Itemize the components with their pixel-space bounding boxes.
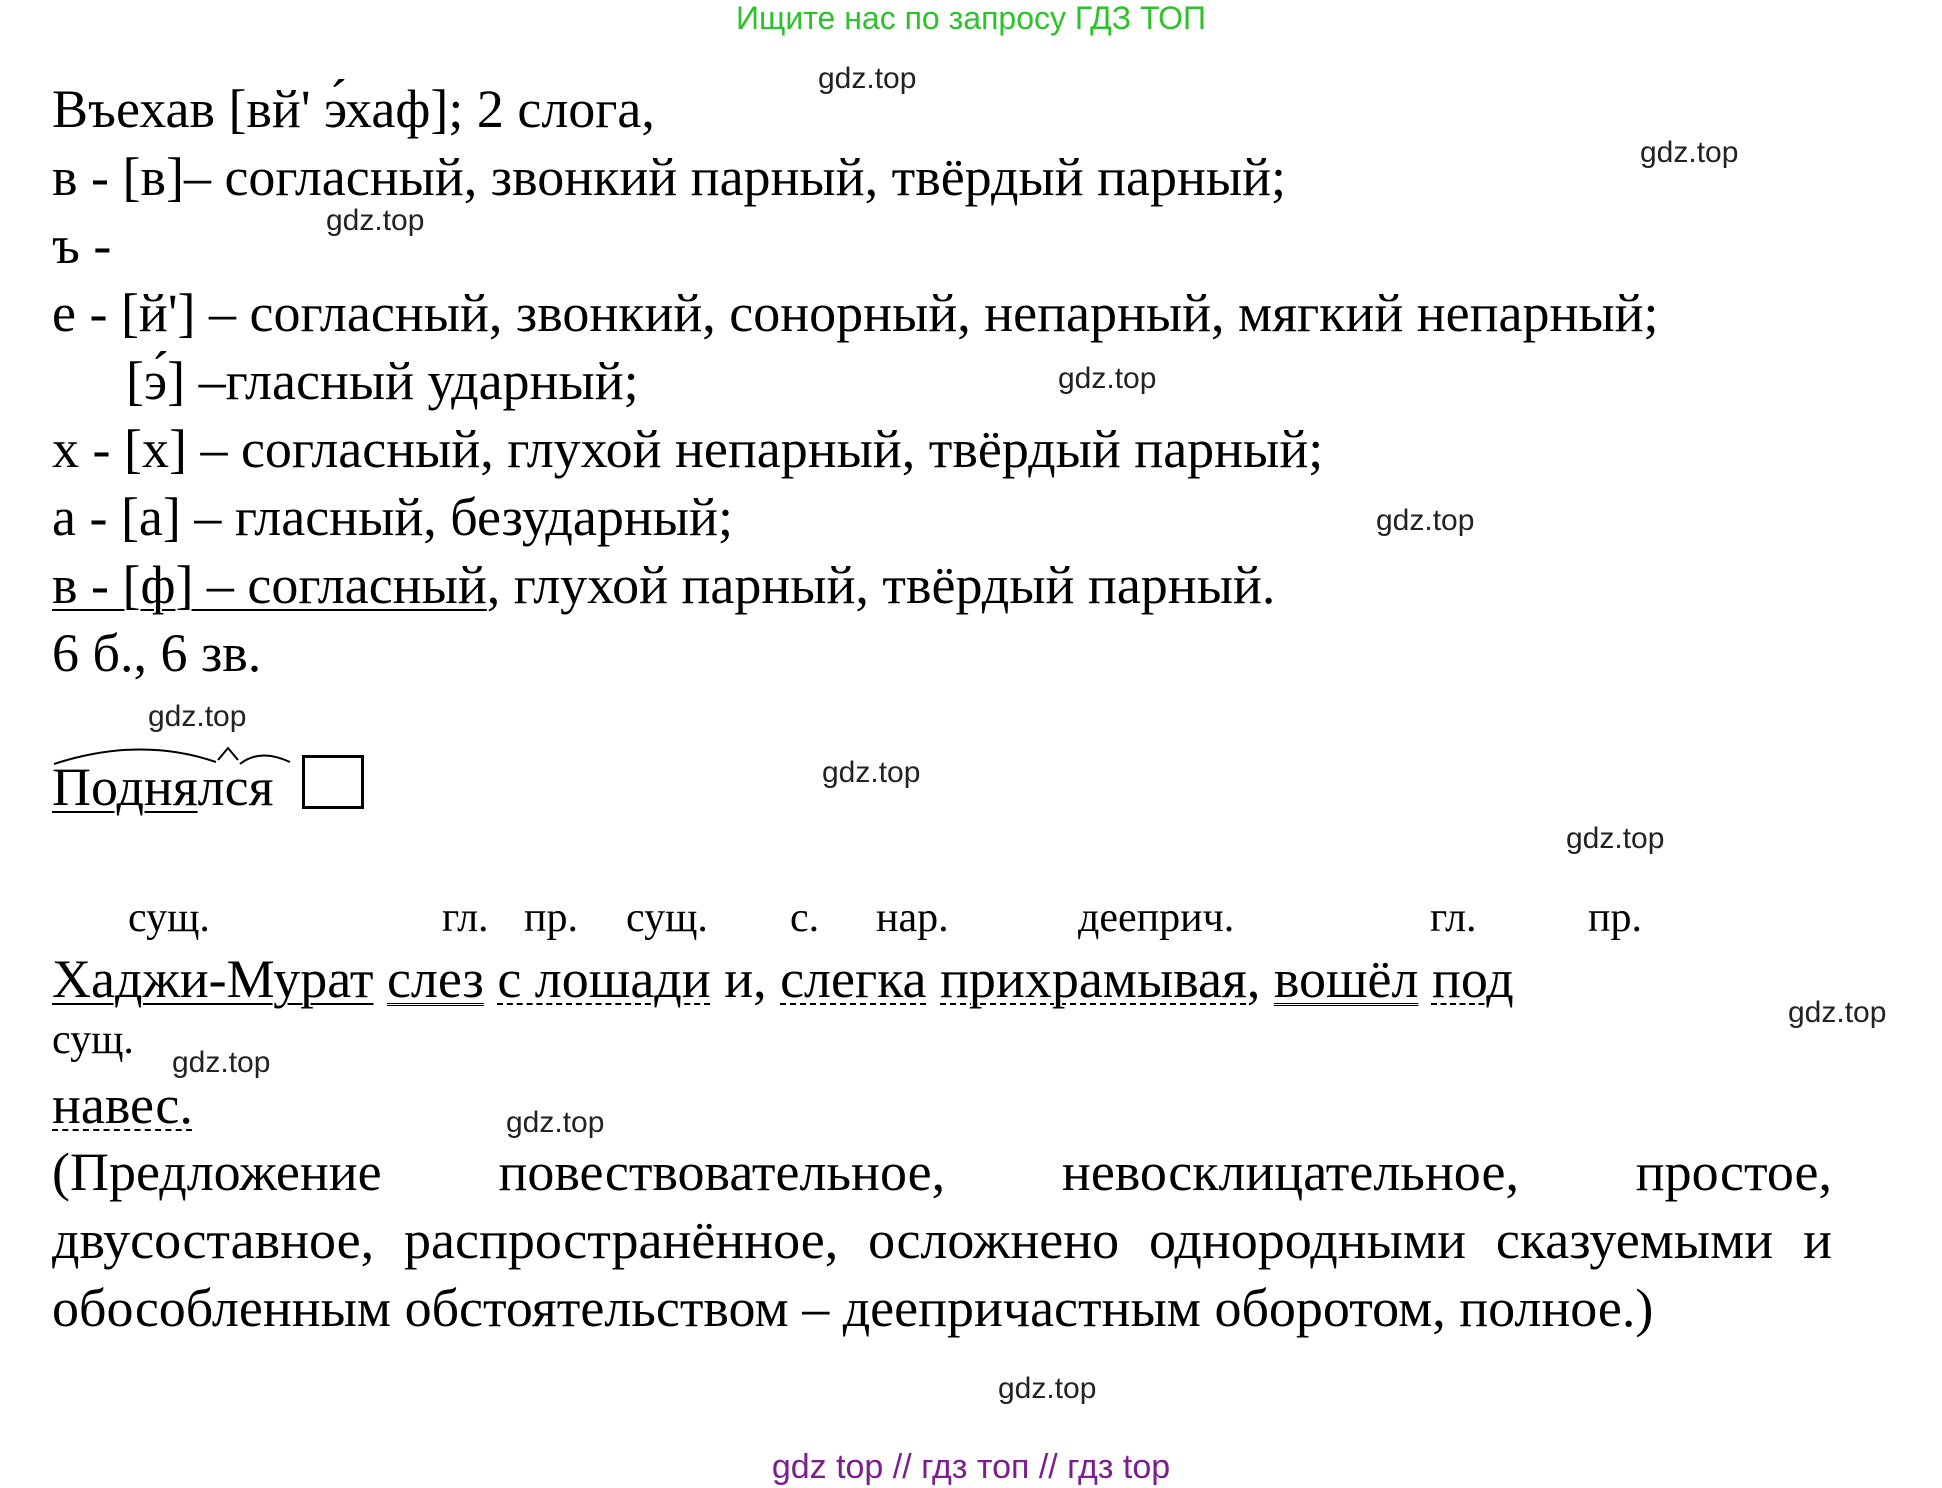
- phonetic-line-word: Въехав [вй' э́хаф]; 2 слога,: [52, 79, 655, 139]
- watermark: gdz.top: [1376, 504, 1475, 537]
- pos-label: пр.: [1588, 895, 1642, 941]
- pos-label: дееприч.: [1078, 895, 1235, 941]
- predicate-word: вошёл: [1273, 949, 1419, 1009]
- phonetic-line-v: в - [в]– согласный, звонкий парный, твёрдый парный;: [52, 147, 1287, 207]
- watermark: gdz.top: [1058, 362, 1157, 395]
- pos-label: гл.: [1430, 895, 1477, 941]
- root-arc-mark: [54, 749, 216, 764]
- predicate-word: слез: [386, 949, 484, 1009]
- watermark: gdz.top: [818, 62, 917, 95]
- phonetic-line-f-underlined: в - [ф] – согласный: [52, 555, 487, 615]
- search-hint-link[interactable]: Ищите нас по запросу ГДЗ ТОП: [736, 0, 1206, 36]
- pos-label: сущ.: [626, 895, 708, 941]
- watermark: gdz.top: [998, 1372, 1097, 1405]
- pos-label: пр.: [524, 895, 578, 941]
- watermark: gdz.top: [822, 756, 921, 789]
- object-phrase: с лошади: [497, 949, 711, 1009]
- pos-label: сущ.: [128, 895, 210, 941]
- watermark: gdz.top: [1566, 822, 1665, 855]
- footer-links[interactable]: gdz top // гдз топ // гдз top: [771, 1448, 1171, 1486]
- phonetic-line-e-vowel: [э́] –гласный ударный;: [126, 351, 639, 411]
- parsed-sentence: [52, 949, 1514, 1009]
- sentence-description: (Предложение повествовательное, невосклицательное, простое, двусоставное, распространённое, осложнено однородными сказуемыми и обособленным обстоятельством – деепричастным оборотом, полное.): [52, 1142, 1832, 1338]
- adverb-word: слегка: [780, 949, 927, 1009]
- morpheme-stem: Подня: [52, 757, 198, 817]
- gerund-word: прихрамывая: [940, 949, 1247, 1009]
- postfix-arc-mark: [240, 755, 290, 764]
- phonetic-summary: 6 б., 6 зв.: [52, 623, 262, 683]
- subject-word: Хаджи-Мурат: [52, 949, 374, 1009]
- phonetic-line-a: а - [а] – гласный, безударный;: [52, 487, 733, 547]
- comma: ,: [1246, 949, 1261, 1009]
- phonetic-line-kh: х - [х] – согласный, глухой непарный, твёрдый парный;: [52, 419, 1324, 479]
- morpheme-postfix: ся: [224, 757, 274, 817]
- parsed-sentence-end: [52, 1075, 193, 1135]
- watermark: gdz.top: [326, 204, 425, 237]
- watermark: gdz.top: [1788, 996, 1887, 1029]
- watermark: gdz.top: [148, 700, 247, 733]
- watermark: gdz.top: [506, 1106, 605, 1139]
- pos-label: с.: [790, 895, 820, 941]
- conjunction: и,: [724, 949, 767, 1009]
- ending-box: [302, 755, 364, 809]
- phonetic-line-f-rest: , глухой парный, твёрдый парный.: [486, 555, 1276, 615]
- phonetic-line-f: [52, 555, 1276, 615]
- phonetic-line-hard-sign: ъ -: [52, 215, 112, 275]
- suffix-caret-mark: [218, 748, 238, 760]
- circumstance-word: навес.: [52, 1075, 193, 1135]
- preposition-word: под: [1431, 949, 1514, 1009]
- pos-label: сущ.: [52, 1017, 134, 1063]
- morpheme-suffix: л: [197, 757, 225, 817]
- watermark: gdz.top: [172, 1046, 271, 1079]
- watermark: gdz.top: [1640, 136, 1739, 169]
- phonetic-line-e: е - [й'] – согласный, звонкий, сонорный, непарный, мягкий непарный;: [52, 283, 1659, 343]
- pos-label: гл.: [442, 895, 489, 941]
- pos-label: нар.: [876, 895, 949, 941]
